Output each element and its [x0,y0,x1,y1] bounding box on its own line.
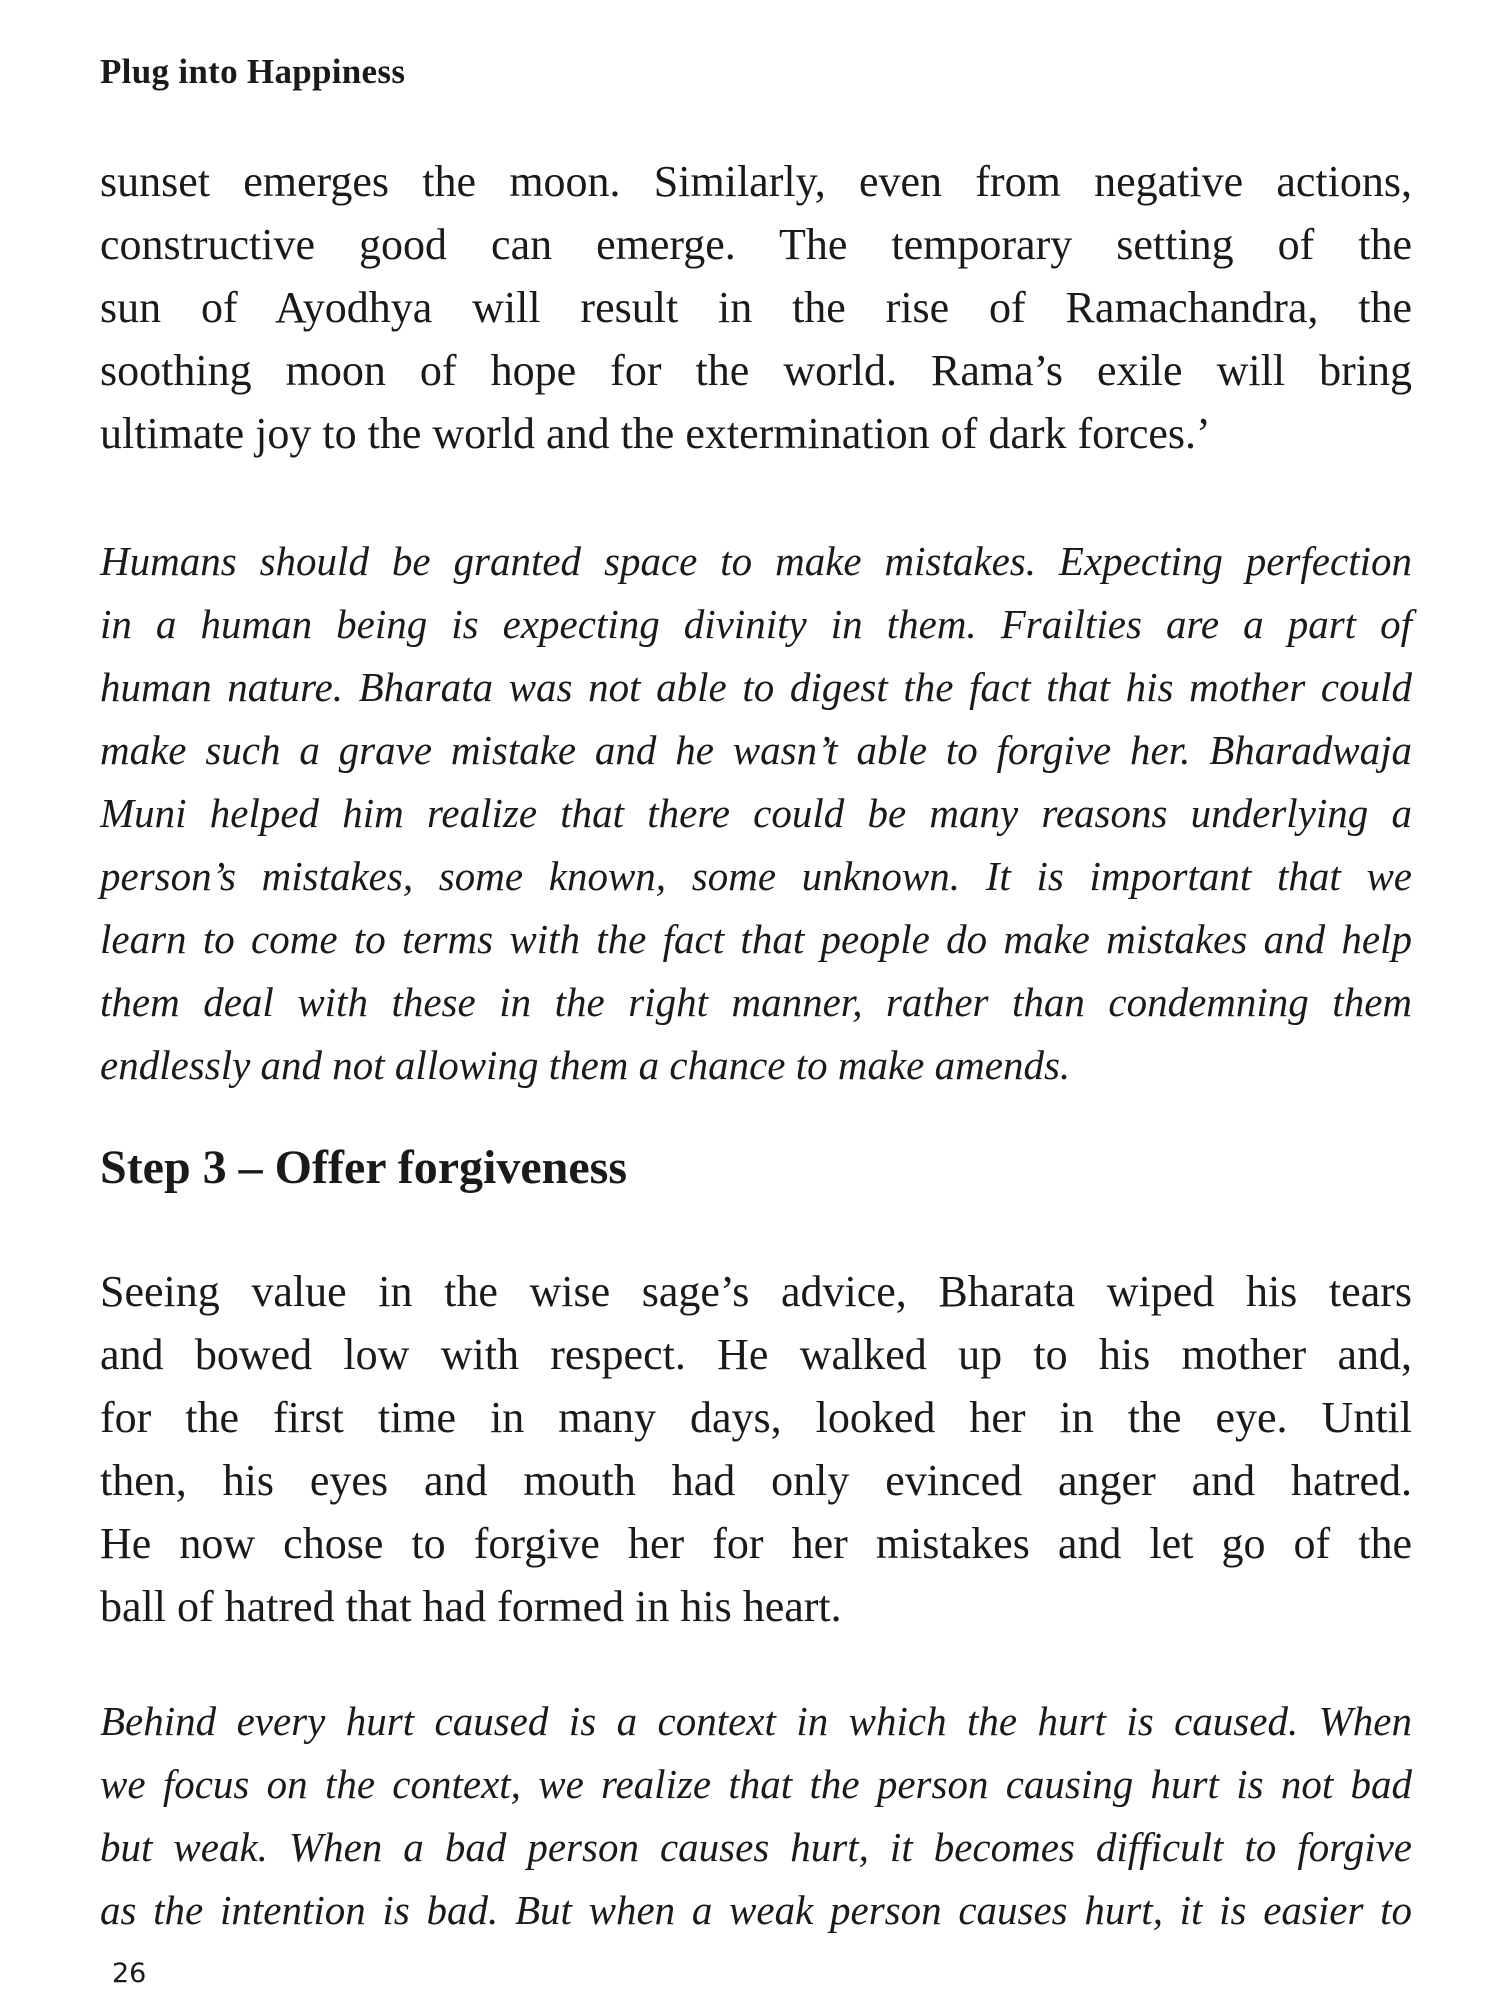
text-line: sun of Ayodhya will result in the rise of Ramachandra, the [100,283,1412,332]
text-line: Behind every hurt caused is a context in which the hurt is caused. When [100,1698,1412,1744]
paragraph-2 [100,1260,1412,1638]
text-line: them deal with these in the right manner, rather than condemning them [100,979,1412,1025]
text-line: He now chose to forgive her for her mistakes and let go of the [100,1519,1412,1568]
text-line: in a human being is expecting divinity in them. Frailties are a part of [100,601,1412,647]
text-line: person’s mistakes, some known, some unknown. It is important that we [100,853,1412,899]
text-line: Muni helped him realize that there could be many reasons underlying a [100,790,1412,836]
text-line: but weak. When a bad person causes hurt, it becomes difficult to forgive [100,1824,1412,1870]
text-line: human nature. Bharata was not able to digest the fact that his mother could [100,664,1412,710]
text-line: endlessly and not allowing them a chance to make amends. [100,1042,1071,1088]
italic-commentary-1 [100,530,1412,1097]
paragraph-1 [100,150,1412,465]
text-line: Humans should be granted space to make mistakes. Expecting perfection [100,538,1412,584]
text-line: ball of hatred that had formed in his heart. [100,1582,842,1631]
text-line: constructive good can emerge. The temporary setting of the [100,220,1412,269]
text-line: sunset emerges the moon. Similarly, even from negative actions, [100,157,1412,206]
text-line: as the intention is bad. But when a weak person causes hurt, it is easier to [100,1887,1412,1933]
text-line: and bowed low with respect. He walked up to his mother and, [100,1330,1412,1379]
text-line: Seeing value in the wise sage’s advice, Bharata wiped his tears [100,1267,1412,1316]
italic-commentary-2 [100,1690,1412,1942]
text-line: soothing moon of hope for the world. Rama’s exile will bring [100,346,1412,395]
text-line: for the first time in many days, looked her in the eye. Until [100,1393,1412,1442]
section-heading: Step 3 – Offer forgiveness [100,1141,628,1194]
running-head: Plug into Happiness [100,52,406,91]
text-line: ultimate joy to the world and the extermination of dark forces.’ [100,409,1211,458]
text-line: then, his eyes and mouth had only evinced anger and hatred. [100,1456,1412,1505]
text-line: learn to come to terms with the fact that people do make mistakes and help [100,916,1412,962]
text-line: we focus on the context, we realize that the person causing hurt is not bad [100,1761,1412,1807]
page-number: 26 [112,1958,147,1989]
text-line: make such a grave mistake and he wasn’t able to forgive her. Bharadwaja [100,727,1412,773]
